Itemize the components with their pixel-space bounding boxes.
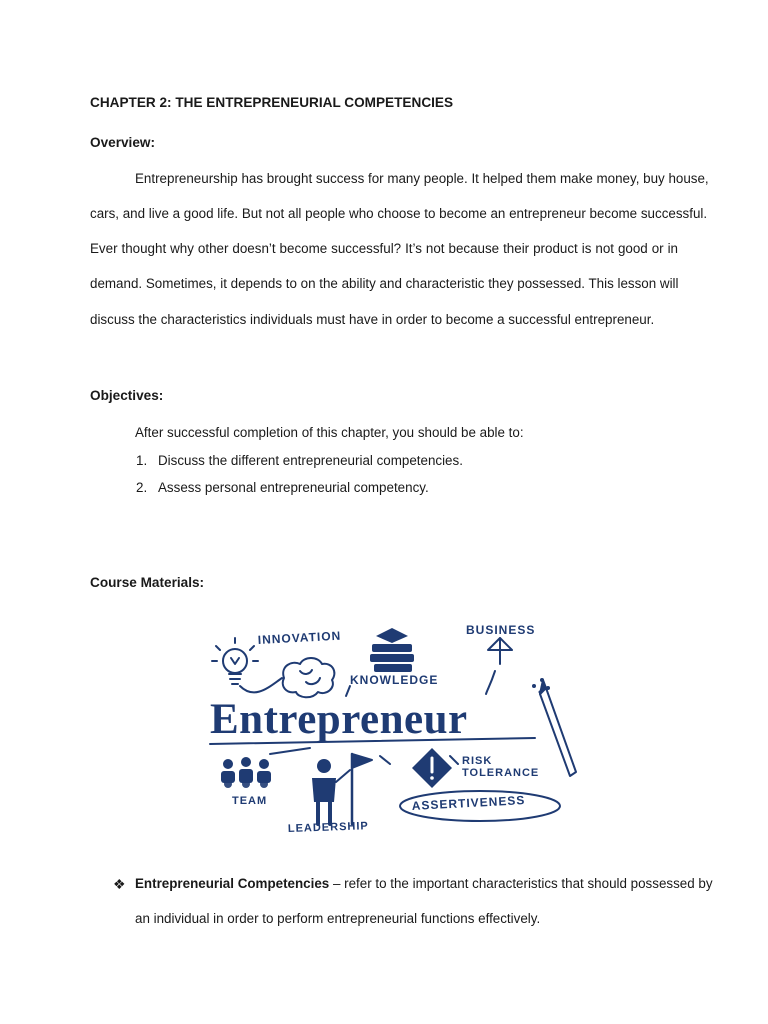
overview-line-2: cars, and live a good life. But not all people who choose to become an entrepreneur become successful. — [90, 206, 708, 221]
objective-item-1 — [136, 453, 463, 468]
objective-text: Discuss the different entrepreneurial competencies. — [158, 453, 463, 468]
objective-item-2 — [136, 480, 429, 495]
pencil-icon — [540, 680, 576, 776]
objective-number: 1. — [136, 453, 148, 468]
risk-label: RISK — [462, 755, 493, 767]
objective-text: Assess personal entrepreneurial competency. — [158, 480, 429, 495]
overview-line-1: Entrepreneurship has brought success for many people. It helped them make money, buy house, — [135, 171, 709, 186]
chapter-title: CHAPTER 2: THE ENTREPRENEURIAL COMPETENCIES — [90, 95, 454, 110]
bullet-diamond-icon: ❖ — [113, 876, 126, 892]
overview-line-3: Ever thought why other doesn’t become successful? It’s not because their product is not good or in — [90, 241, 678, 256]
knowledge-label: KNOWLEDGE — [350, 673, 439, 687]
leadership-label: LEADERSHIP — [287, 820, 369, 835]
definition-text: – refer to the important characteristics that should possessed by — [329, 876, 713, 891]
entrepreneur-concept-illustration — [200, 616, 580, 842]
lightbulb-icon — [212, 638, 258, 684]
definition-term: Entrepreneurial Competencies — [135, 876, 330, 891]
team-icon — [221, 757, 271, 788]
assertiveness-label: ASSERTIVENESS — [411, 793, 526, 813]
warning-icon — [412, 748, 452, 788]
tolerance-label: TOLERANCE — [462, 767, 540, 779]
overview-heading: Overview: — [90, 135, 155, 150]
definition-line-1 — [135, 876, 713, 891]
course-materials-heading: Course Materials: — [90, 575, 205, 590]
books-icon — [370, 628, 414, 672]
overview-line-4: demand. Sometimes, it depends to on the ability and characteristic they possessed. This lesson will — [90, 276, 679, 291]
objectives-heading: Objectives: — [90, 388, 164, 403]
entrepreneur-title: Entrepreneur — [210, 696, 468, 743]
objectives-intro: After successful completion of this chapter, you should be able to: — [135, 425, 524, 440]
definition-line-2: an individual in order to perform entrepreneurial functions effectively. — [135, 911, 541, 926]
business-label: BUSINESS — [466, 623, 536, 637]
overview-line-5: discuss the characteristics individuals must have in order to become a successful entrepreneur. — [90, 312, 655, 327]
team-label: TEAM — [232, 795, 268, 807]
arrow-up-icon — [488, 638, 512, 664]
leader-icon — [312, 754, 372, 824]
innovation-label: INNOVATION — [257, 628, 342, 647]
objective-number: 2. — [136, 480, 148, 495]
brain-icon — [283, 658, 335, 697]
